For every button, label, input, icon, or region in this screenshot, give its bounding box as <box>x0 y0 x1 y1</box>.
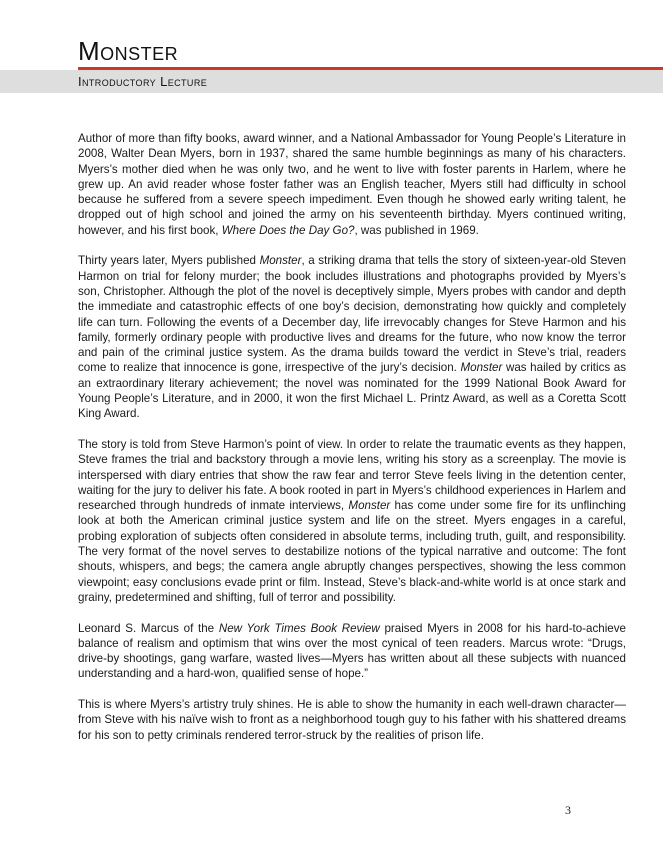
text-run: was hailed by critics as an extraordinary literary achievement; the novel was nominated for the 1999 National Book Award for Young People’s Literature, and in 2000, it won the first Michael L. Printz Award, as well as a Coretta Scott King Award. <box>78 361 626 421</box>
italic-title: New York Times Book Review <box>218 621 380 635</box>
text-run: , was published in 1969. <box>354 223 479 237</box>
body-paragraph <box>78 131 626 238</box>
body-paragraph <box>78 621 626 682</box>
text-run: Author of more than fifty books, award winner, and a National Ambassador for Young People’s Literature in 2008, Walter Dean Myers, born in 1937, shared the same humble beginnings as many of his characters. Myers’s mother died when he was only two, and he went to live with foster parents in Harlem, where he grew up. An avid reader whose foster father was an English teacher, Myers still had difficulty in school because he suffered from a severe speech impediment. Even though he showed early writing talent, he dropped out of high school and joined the army on his seventeenth birthday. Myers continued writing, however, and his first book, <box>78 132 626 237</box>
page-number: 3 <box>565 803 571 817</box>
page-title: Monster <box>78 36 179 66</box>
text-run: Thirty years later, Myers published <box>78 254 260 268</box>
section-subtitle: Introductory Lecture <box>78 74 208 89</box>
text-run: praised Myers in 2008 for his hard-to-achieve balance of realism and optimism that wins over the most cynical of teen readers. Marcus wrote: “Drugs, drive-by shootings, gang warfare, wasted lives—Myers has written about all these subjects with nuanced understanding and a hard-won, qualified sense of hope.” <box>78 621 627 681</box>
text-run: This is where Myers’s artistry truly shines. He is able to show the humanity in each well-drawn character—from Steve with his naïve wish to front as a neighborhood tough guy to his father with his shattered dreams for his son to petty criminals rendered terror-struck by the realities of prison life. <box>78 697 626 742</box>
italic-title: Monster <box>348 499 391 513</box>
body-paragraph <box>78 697 626 743</box>
italic-title: Where Does the Day Go? <box>221 223 355 237</box>
text-run: , a striking drama that tells the story of sixteen-year-old Steven Harmon on trial for felony murder; the book includes illustrations and photographs provided by Myers’s son, Christopher. Although the plot of the novel is deceptively simple, Myers probes with candor and depth the immediate and catastrophic effects of one boy’s decision, demonstrating how quickly and completely life can turn. Following the events of a December day, life irrevocably changes for Steve Harmon and his family, formerly ordinary people with productive lives and dreams for the future, who now know the terror and pain of the criminal justice system. As the drama builds toward the verdict in Steve’s trial, readers come to realize that innocence is gone, irrespective of the jury’s decision. <box>78 254 626 375</box>
text-run: The story is told from Steve Harmon’s point of view. In order to relate the traumatic events as they happen, Steve frames the trial and backstory through a movie lens, writing his story as a screenplay. The movie is interspersed with diary entries that show the raw fear and terror Steve feels living in the detention center, waiting for the jury to deliver his fate. A book rooted in part in Myers’s childhood experiences in Harlem and researched through hundreds of inmate interviews, <box>78 437 626 513</box>
text-run: Leonard S. Marcus of the <box>78 621 219 635</box>
body-paragraph <box>78 253 626 421</box>
italic-title: Monster <box>460 361 503 375</box>
lecture-body <box>78 131 626 758</box>
text-run: has come under some fire for its unflinching look at both the American criminal justice system and life on the street. Myers engages in a careful, probing exploration of subjects often considered in absolute terms, including truth, guilt, and responsibility. The very format of the novel serves to destabilize notions of the typical narrative and outcome: The font shouts, whispers, and begs; the camera angle abruptly changes perspectives, showing the less common viewpoint; easy conclusions evade print or film. Instead, Steve’s black-and-white world is at once stark and grainy, predetermined and shifting, full of terror and possibility. <box>78 499 626 604</box>
body-paragraph <box>78 437 626 605</box>
italic-title: Monster <box>259 254 302 268</box>
